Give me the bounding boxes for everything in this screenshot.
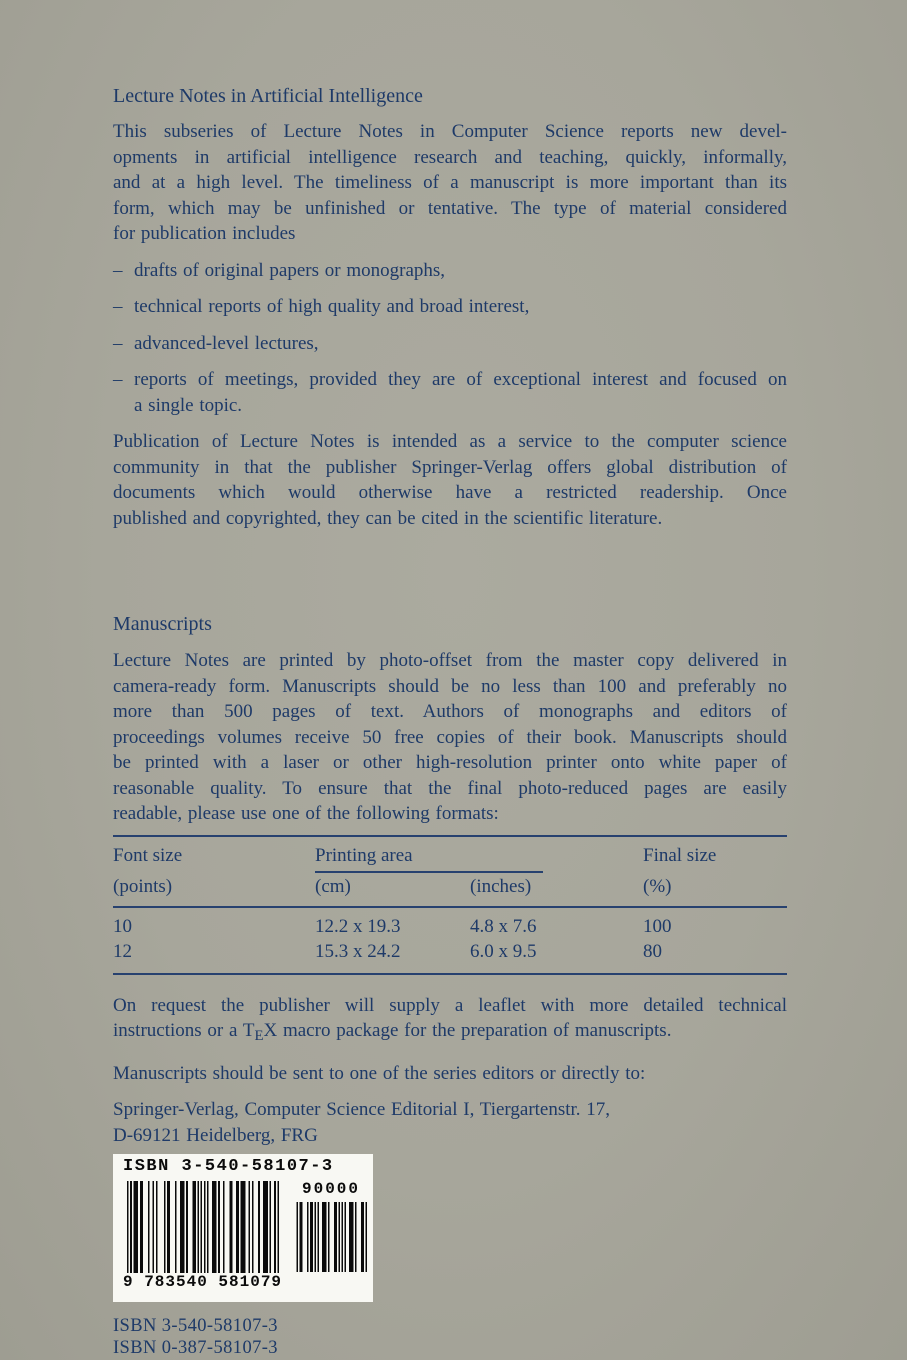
publication-paragraph [113, 429, 787, 531]
publication-types-list [113, 258, 787, 419]
publication-line: published and copyrighted, they can be cited in the scientific literature. [113, 507, 663, 529]
dash-marker: – [113, 259, 123, 281]
barcode-isbn-label: ISBN 3-540-58107-3 [123, 1157, 334, 1177]
format-table [113, 835, 787, 975]
manuscripts-line: camera-ready form. Manuscripts should be no less than 100 and preferably no [113, 675, 787, 697]
list-item [113, 331, 787, 357]
manuscripts-line: be printed with a laser or other high-resolution printer onto white paper of [113, 752, 787, 773]
list-item-text: a single topic. [134, 394, 243, 416]
request-line-tex: instructions or a $T_EX$ macro package for the preparation of manuscripts. [113, 1020, 672, 1045]
publisher-address [113, 1097, 787, 1148]
list-item [113, 367, 787, 418]
sent-line: Manuscripts should be sent to one of the series editors or directly to: [113, 1062, 646, 1084]
list-item-text: drafts of original papers or monographs, [134, 259, 446, 281]
dash-marker: – [113, 369, 123, 390]
manuscripts-paragraph [113, 648, 787, 827]
isbn-line: ISBN 3-540-58107-3 [113, 1316, 278, 1337]
ean13-barcode-bars [127, 1181, 279, 1273]
publication-line: community in that the publisher Springer-Verlag offers global distribution of [113, 456, 787, 478]
list-item-text: advanced-level lectures, [134, 332, 319, 354]
tex-logo-e: E [254, 1028, 264, 1045]
table-cell: 12 [113, 941, 132, 962]
intro-paragraph [113, 119, 787, 247]
manuscripts-line: more than 500 pages of text. Authors of monographs and editors of [113, 701, 787, 722]
list-item [113, 258, 787, 284]
column-subheader-percent: (%) [643, 875, 672, 897]
format-table-body [113, 908, 787, 973]
isbn-line: ISBN 0-387-58107-3 [113, 1338, 278, 1359]
dash-marker: – [113, 332, 123, 354]
manuscripts-heading: Manuscripts [113, 613, 212, 635]
list-item-text: technical reports of high quality and broad interest, [134, 296, 530, 317]
publication-line: documents which would otherwise have a restricted readership. Once [113, 482, 787, 503]
table-cell: 12.2 x 19.3 [315, 915, 401, 937]
table-cell: 100 [643, 915, 672, 937]
isbn-footer [113, 1315, 787, 1359]
table-cell: 6.0 x 9.5 [470, 941, 537, 962]
address-line: Springer-Verlag, Computer Science Editorial I, Tiergartenstr. 17, [113, 1099, 611, 1121]
format-table-header [113, 837, 787, 908]
dash-marker: – [113, 296, 123, 317]
column-subheader-inches: (inches) [470, 875, 532, 897]
intro-line: and at a high level. The timeliness of a manuscript is more important than its [113, 172, 787, 193]
table-cell: 10 [113, 915, 132, 937]
table-cell: 15.3 x 24.2 [315, 941, 401, 962]
sent-paragraph [113, 1061, 787, 1087]
column-subheader-points: (points) [113, 875, 173, 897]
column-subheader-cm: (cm) [315, 875, 351, 897]
intro-line: for publication includes [113, 223, 296, 244]
table-cell: 80 [643, 941, 662, 962]
series-title: Lecture Notes in Artificial Intelligence [113, 85, 423, 107]
column-header-font-size: Font size [113, 844, 183, 866]
manuscripts-line: Lecture Notes are printed by photo-offset from the master copy delivered in [113, 650, 787, 671]
table-row [113, 914, 787, 940]
request-paragraph [113, 993, 787, 1050]
intro-line: opments in artificial intelligence research and teaching, quickly, informally, [113, 146, 787, 168]
column-group-printing-area: Printing area [315, 842, 643, 873]
ean5-addon-barcode-bars [295, 1202, 367, 1272]
request-line: On request the publisher will supply a leaflet with more detailed technical [113, 994, 787, 1016]
table-row [113, 939, 787, 965]
manuscripts-line: readable, please use one of the following formats: [113, 803, 499, 824]
manuscripts-line: reasonable quality. To ensure that the final photo-reduced pages are easily [113, 777, 787, 799]
manuscripts-line: proceedings volumes receive 50 free copies of their book. Manuscripts should [113, 726, 787, 748]
table-cell: 4.8 x 7.6 [470, 915, 537, 937]
address-line: D-69121 Heidelberg, FRG [113, 1124, 318, 1146]
barcode-digits: 9 783540 581079 [123, 1273, 283, 1292]
barcode-addon-label: 90000 [301, 1180, 360, 1199]
column-header-final-size: Final size [643, 844, 717, 866]
list-item-text: reports of meetings, provided they are of exceptional interest and focused on [134, 369, 787, 390]
list-item [113, 294, 787, 320]
cover-content [113, 0, 787, 1359]
intro-line: form, which may be unfinished or tentative. The type of material considered [113, 197, 787, 219]
publication-line: Publication of Lecture Notes is intended as a service to the computer science [113, 431, 787, 452]
isbn-barcode [113, 1154, 373, 1302]
intro-line: This subseries of Lecture Notes in Computer Science reports new devel- [113, 121, 787, 142]
